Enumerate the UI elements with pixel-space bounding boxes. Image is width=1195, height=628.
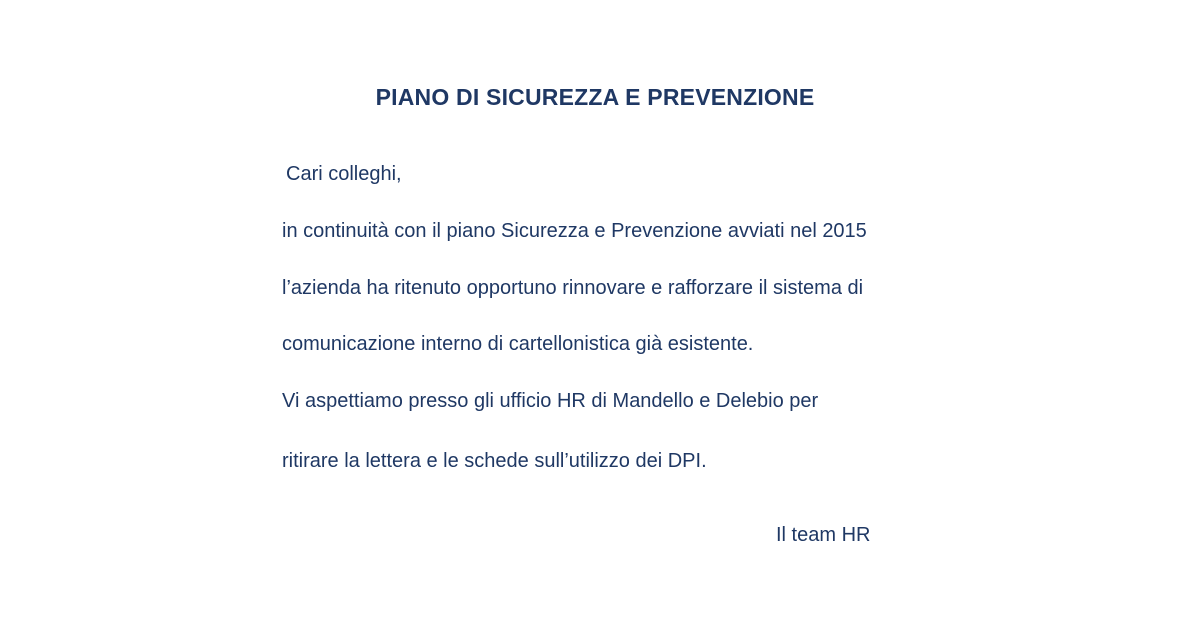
greeting-text: Cari colleghi, xyxy=(286,163,402,185)
body-line-5: ritirare la lettera e le schede sull’utilizzo dei DPI. xyxy=(282,450,707,472)
body-line-1: in continuità con il piano Sicurezza e Prevenzione avviati nel 2015 xyxy=(282,220,867,242)
body-line-4: Vi aspettiamo presso gli ufficio HR di Mandello e Delebio per xyxy=(282,390,819,412)
body-line-3: comunicazione interno di cartellonistica già esistente. xyxy=(282,333,754,355)
body-line-2: l’azienda ha ritenuto opportuno rinnovare e rafforzare il sistema di xyxy=(282,277,864,299)
document-title: PIANO DI SICUREZZA E PREVENZIONE xyxy=(375,84,815,110)
signature-text: Il team HR xyxy=(776,524,871,546)
